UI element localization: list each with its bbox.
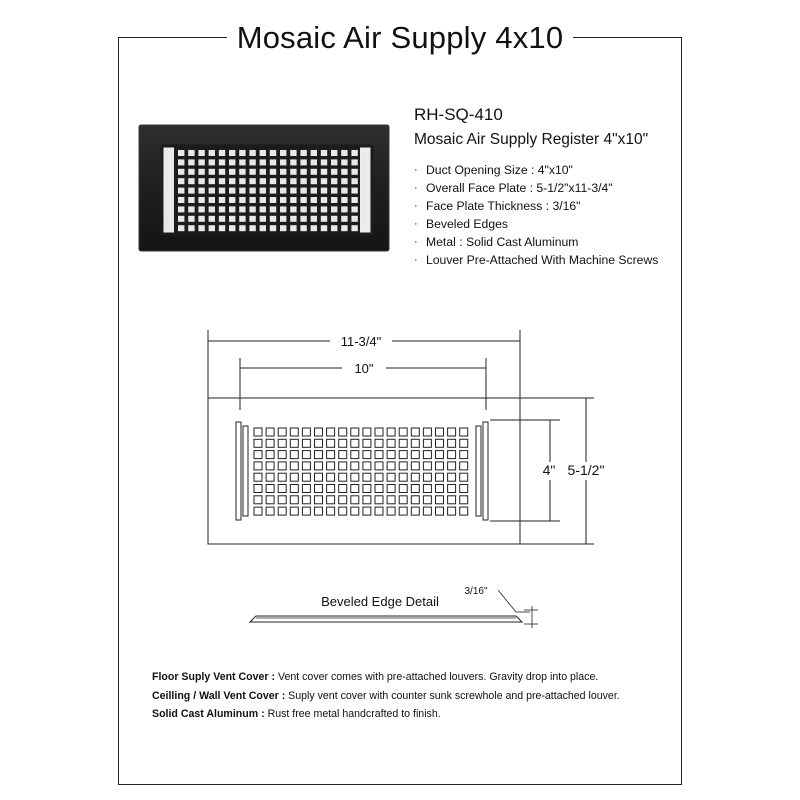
louver-cell xyxy=(411,439,419,447)
louver-cell xyxy=(436,462,444,470)
product-subtitle: Mosaic Air Supply Register 4"x10" xyxy=(414,131,649,148)
louver-cell xyxy=(327,485,335,493)
louver-cell xyxy=(315,507,323,515)
louver-cell xyxy=(327,439,335,447)
louver-cell xyxy=(327,462,335,470)
louver-cell xyxy=(448,473,456,481)
louver-cell xyxy=(254,451,262,459)
louver-cell xyxy=(266,439,274,447)
louver-cell xyxy=(302,485,310,493)
louver-cell xyxy=(375,462,383,470)
louver-cell xyxy=(436,439,444,447)
louver-cell xyxy=(290,496,298,504)
louver-cell xyxy=(302,507,310,515)
louver-cell xyxy=(254,496,262,504)
louver-cell xyxy=(266,462,274,470)
louver-cell xyxy=(411,507,419,515)
louver-cell xyxy=(387,439,395,447)
louver-cell xyxy=(448,428,456,436)
louver-cell xyxy=(266,485,274,493)
louver-cell xyxy=(460,473,468,481)
louver-cell xyxy=(290,507,298,515)
spec-item: · Beveled Edges xyxy=(414,217,508,231)
drawing-louver-grid xyxy=(254,428,468,515)
bevel-title: Beveled Edge Detail xyxy=(321,594,439,609)
louver-cell xyxy=(290,473,298,481)
louver-cell xyxy=(387,496,395,504)
louver-cell xyxy=(278,473,286,481)
louver-cell xyxy=(423,496,431,504)
louver-cell xyxy=(436,496,444,504)
louver-cell xyxy=(363,451,371,459)
louver-cell xyxy=(363,462,371,470)
note-line: Floor Suply Vent Cover : Vent cover comes with pre-attached louvers. Gravity drop into place. xyxy=(152,671,599,683)
louver-cell xyxy=(315,451,323,459)
louver-cell xyxy=(278,485,286,493)
louver-cell xyxy=(387,485,395,493)
overall-height-label: 5-1/2" xyxy=(567,462,605,478)
duct-width-label: 10" xyxy=(354,361,374,376)
louver-cell xyxy=(266,496,274,504)
louver-cell xyxy=(448,485,456,493)
louver-cell xyxy=(423,439,431,447)
louver-cell xyxy=(302,473,310,481)
louver-cell xyxy=(266,451,274,459)
louver-cell xyxy=(315,473,323,481)
louver-cell xyxy=(339,428,347,436)
louver-cell xyxy=(423,428,431,436)
duct-height-label: 4" xyxy=(542,462,556,478)
louver-cell xyxy=(266,507,274,515)
louver-cell xyxy=(399,485,407,493)
louver-cell xyxy=(448,507,456,515)
louver-cell xyxy=(302,462,310,470)
louver-cell xyxy=(411,473,419,481)
louver-cell xyxy=(460,451,468,459)
louver-cell xyxy=(363,496,371,504)
louver-cell xyxy=(448,462,456,470)
notes-block xyxy=(152,668,620,724)
louver-cell xyxy=(387,451,395,459)
louver-cell xyxy=(411,485,419,493)
louver-cell xyxy=(375,485,383,493)
page-title: Mosaic Air Supply 4x10 xyxy=(227,17,574,59)
louver-cell xyxy=(436,507,444,515)
louver-cell xyxy=(327,496,335,504)
louver-cell xyxy=(387,507,395,515)
louver-cell xyxy=(387,428,395,436)
spec-item: · Overall Face Plate : 5-1/2"x11-3/4" xyxy=(414,181,613,195)
louver-cell xyxy=(423,451,431,459)
louver-cell xyxy=(327,473,335,481)
louver-cell xyxy=(254,485,262,493)
plate-outline xyxy=(208,398,520,544)
louver-cell xyxy=(375,439,383,447)
louver-cell xyxy=(339,507,347,515)
louver-cell xyxy=(363,507,371,515)
louver-cell xyxy=(254,473,262,481)
louver-cell xyxy=(423,485,431,493)
louver-cell xyxy=(411,496,419,504)
louver-cell xyxy=(351,507,359,515)
louver-cell xyxy=(399,462,407,470)
louver-cell xyxy=(411,451,419,459)
louver-cell xyxy=(411,428,419,436)
louver-cell xyxy=(399,507,407,515)
louver-cell xyxy=(448,451,456,459)
louver-cell xyxy=(460,507,468,515)
louver-cell xyxy=(302,451,310,459)
louver-cell xyxy=(460,496,468,504)
louver-cell xyxy=(363,428,371,436)
louver-cell xyxy=(290,428,298,436)
louver-cell xyxy=(363,485,371,493)
louver-cell xyxy=(339,485,347,493)
louver-cell xyxy=(278,507,286,515)
louver-cell xyxy=(423,473,431,481)
louver-cell xyxy=(278,462,286,470)
model-number: RH-SQ-410 xyxy=(414,105,503,124)
louver-cell xyxy=(399,439,407,447)
louver-cell xyxy=(460,485,468,493)
louver-cell xyxy=(423,507,431,515)
louver-cell xyxy=(375,473,383,481)
louver-cell xyxy=(351,485,359,493)
louver-cell xyxy=(399,473,407,481)
louver-cell xyxy=(399,428,407,436)
louver-cell xyxy=(315,496,323,504)
louver-cell xyxy=(436,485,444,493)
louver-cell xyxy=(363,473,371,481)
louver-cell xyxy=(351,496,359,504)
louver-cell xyxy=(278,496,286,504)
louver-cell xyxy=(254,507,262,515)
louver-cell xyxy=(460,439,468,447)
louver-cell xyxy=(266,473,274,481)
spec-item: · Metal : Solid Cast Aluminum xyxy=(414,235,579,249)
louver-cell xyxy=(327,428,335,436)
spec-item: · Duct Opening Size : 4"x10" xyxy=(414,163,573,177)
louver-cell xyxy=(387,462,395,470)
thickness-label: 3/16" xyxy=(464,586,488,597)
louver-cell xyxy=(327,451,335,459)
louver-cell xyxy=(278,439,286,447)
louver-cell xyxy=(339,473,347,481)
louver-cell xyxy=(254,462,262,470)
louver-cell xyxy=(436,428,444,436)
louver-cell xyxy=(460,462,468,470)
louver-cell xyxy=(423,462,431,470)
louver-cell xyxy=(375,507,383,515)
louver-cell xyxy=(302,428,310,436)
louver-cell xyxy=(399,451,407,459)
louver-cell xyxy=(339,496,347,504)
louver-cell xyxy=(339,439,347,447)
louver-cell xyxy=(351,473,359,481)
louver-cell xyxy=(302,496,310,504)
note-line: Ceilling / Wall Vent Cover : Suply vent cover with counter sunk screwhole and pre-attached louver. xyxy=(152,689,620,702)
louver-cell xyxy=(411,462,419,470)
note-line: Solid Cast Aluminum : Rust free metal handcrafted to finish. xyxy=(152,708,441,720)
louver-cell xyxy=(315,462,323,470)
louver-cell xyxy=(375,451,383,459)
louver-cell xyxy=(339,462,347,470)
overall-width-label: 11-3/4" xyxy=(340,334,382,349)
louver-cell xyxy=(351,439,359,447)
louver-cell xyxy=(302,439,310,447)
spec-item: · Louver Pre-Attached With Machine Screws xyxy=(414,253,659,267)
spec-item: · Face Plate Thickness : 3/16" xyxy=(414,199,581,213)
louver-cell xyxy=(266,428,274,436)
louver-cell xyxy=(327,507,335,515)
louver-cell xyxy=(387,473,395,481)
louver-cell xyxy=(315,428,323,436)
louver-cell xyxy=(290,485,298,493)
louver-cell xyxy=(278,451,286,459)
louver-cell xyxy=(290,462,298,470)
louver-cell xyxy=(315,485,323,493)
louver-cell xyxy=(351,428,359,436)
louver-cell xyxy=(254,428,262,436)
louver-cell xyxy=(254,439,262,447)
louver-cell xyxy=(315,439,323,447)
louver-cell xyxy=(351,462,359,470)
louver-cell xyxy=(290,451,298,459)
louver-cell xyxy=(339,451,347,459)
louver-cell xyxy=(460,428,468,436)
louver-cell xyxy=(290,439,298,447)
louver-cell xyxy=(448,439,456,447)
bevel-profile xyxy=(250,616,522,622)
louver-cell xyxy=(351,451,359,459)
louver-cell xyxy=(399,496,407,504)
louver-cell xyxy=(448,496,456,504)
louver-cell xyxy=(375,428,383,436)
louver-cell xyxy=(436,473,444,481)
louver-cell xyxy=(436,451,444,459)
louver-cell xyxy=(278,428,286,436)
louver-cell xyxy=(375,496,383,504)
louver-cell xyxy=(363,439,371,447)
